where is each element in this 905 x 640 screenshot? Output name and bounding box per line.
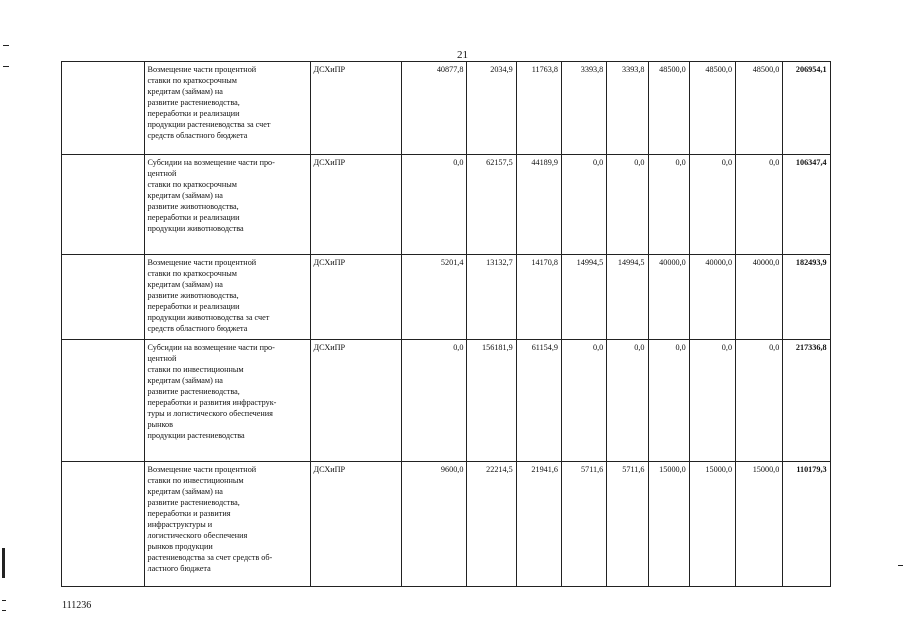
value-cell: 48500,0 [689,62,735,155]
total-cell: 110179,3 [783,462,830,587]
value-cell: 0,0 [736,155,783,255]
value-cell: 40000,0 [689,255,735,340]
measure-description: Возмещение части процентной ставки по краткосрочным кредитам (займам) на развитие растениеводства, переработки и реализации продукции растениеводства за счет средств областного бюджета [144,62,310,155]
document-code: 111236 [62,600,92,611]
value-cell: 21941,6 [516,462,561,587]
value-cell: 40877,8 [402,62,467,155]
value-cell: 0,0 [607,340,648,462]
value-cell: 5711,6 [607,462,648,587]
budget-table [61,61,886,587]
value-cell: 48500,0 [648,62,689,155]
value-cell: 5711,6 [562,462,607,587]
executor-cell: ДСХиПР [310,340,402,462]
blank-cell [62,340,145,462]
executor-cell: ДСХиПР [310,155,402,255]
value-cell: 2034,9 [467,62,516,155]
page-number: 21 [457,49,468,61]
table-row [62,462,886,587]
value-cell: 13132,7 [467,255,516,340]
scan-mark [2,548,5,578]
value-cell: 0,0 [648,155,689,255]
total-cell: 106347,4 [783,155,830,255]
scan-mark [2,610,6,611]
scan-mark [2,600,6,601]
value-cell: 22214,5 [467,462,516,587]
value-cell: 5201,4 [402,255,467,340]
scan-mark [898,565,903,566]
value-cell: 0,0 [689,340,735,462]
value-cell: 0,0 [648,340,689,462]
value-cell: 0,0 [562,155,607,255]
total-cell: 206954,1 [783,62,830,155]
value-cell: 14994,5 [607,255,648,340]
value-cell: 0,0 [402,155,467,255]
blank-cell [62,155,145,255]
value-cell: 61154,9 [516,340,561,462]
value-cell: 0,0 [402,340,467,462]
measure-description: Субсидии на возмещение части про- центной ставки по краткосрочным кредитам (займам) на развитие животноводства, переработки и реализации продукции животноводства [144,155,310,255]
value-cell: 40000,0 [736,255,783,340]
blank-cell [62,62,145,155]
value-cell: 14994,5 [562,255,607,340]
measure-description: Возмещение части процентной ставки по инвестиционным кредитам (займам) на развитие растениеводства, переработки и развития инфраструктуры и логистического обеспечения рынков продукции растениеводства за счет средств об- ластного бюджета [144,462,310,587]
value-cell: 0,0 [562,340,607,462]
measure-description: Возмещение части процентной ставки по краткосрочным кредитам (займам) на развитие животноводства, переработки и реализации продукции животноводства за счет средств областного бюджета [144,255,310,340]
value-cell: 48500,0 [736,62,783,155]
value-cell: 40000,0 [648,255,689,340]
value-cell: 14170,8 [516,255,561,340]
executor-cell: ДСХиПР [310,462,402,587]
table-row [62,255,886,340]
executor-cell: ДСХиПР [310,62,402,155]
scan-mark [3,45,9,46]
value-cell: 156181,9 [467,340,516,462]
scan-mark [3,66,9,67]
value-cell: 15000,0 [648,462,689,587]
value-cell: 0,0 [736,340,783,462]
total-cell: 182493,9 [783,255,830,340]
blank-cell [62,255,145,340]
value-cell: 62157,5 [467,155,516,255]
value-cell: 11763,8 [516,62,561,155]
table-row [62,155,886,255]
value-cell: 0,0 [607,155,648,255]
value-cell: 3393,8 [562,62,607,155]
value-cell: 3393,8 [607,62,648,155]
executor-cell: ДСХиПР [310,255,402,340]
value-cell: 9600,0 [402,462,467,587]
table-row [62,340,886,462]
blank-cell [62,462,145,587]
measure-description: Субсидии на возмещение части про- центной ставки по инвестиционным кредитам (займам) на развитие растениеводства, переработки и развития инфраструк- туры и логистического обеспечения рынков продукции растениеводства [144,340,310,462]
value-cell: 0,0 [689,155,735,255]
value-cell: 15000,0 [736,462,783,587]
value-cell: 44189,9 [516,155,561,255]
total-cell: 217336,8 [783,340,830,462]
table-row [62,62,886,155]
value-cell: 15000,0 [689,462,735,587]
